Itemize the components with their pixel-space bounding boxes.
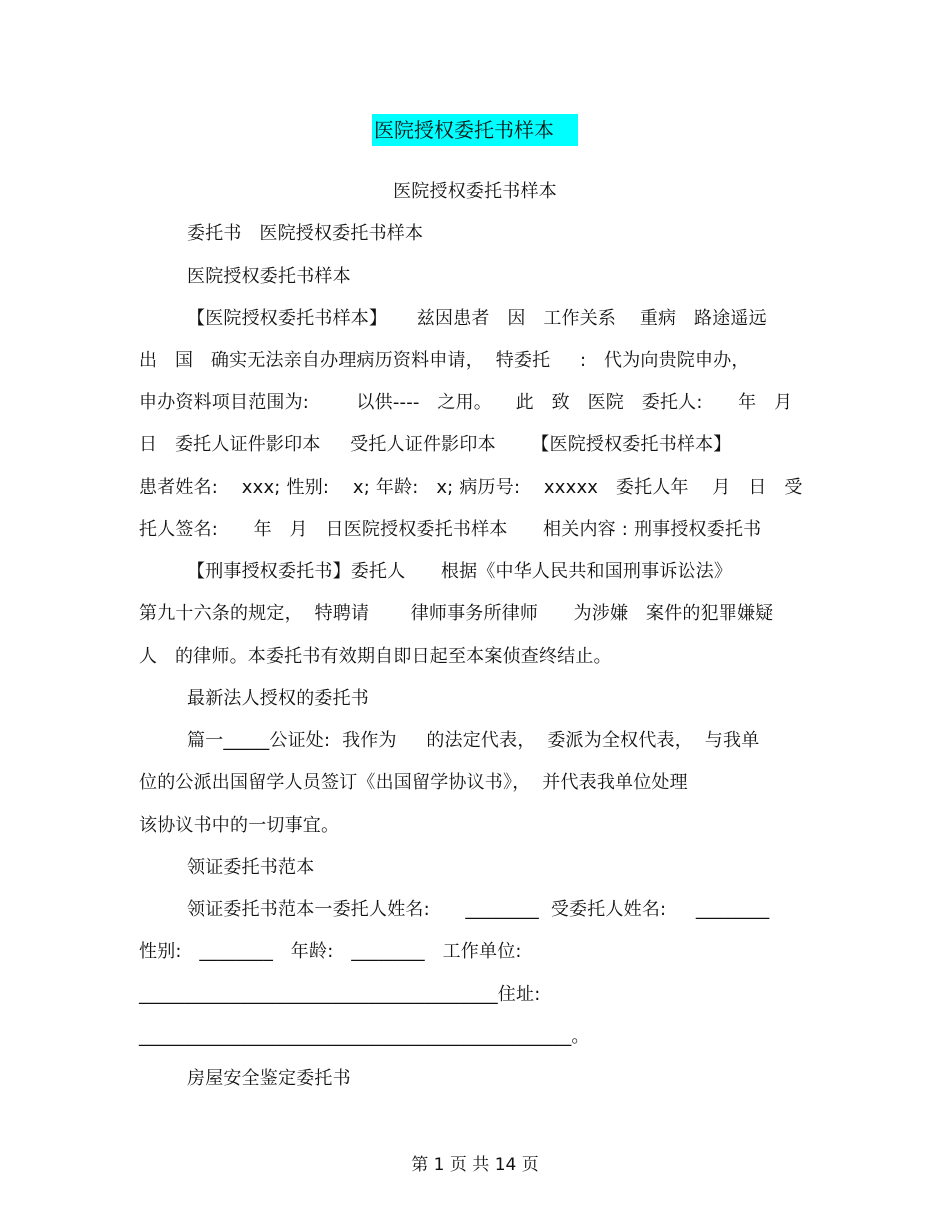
document-title: 医院授权委托书样本 (372, 114, 578, 146)
section-heading: 领证委托书范本 (187, 857, 315, 878)
text-line: 【刑事授权委托书】委托人 根据《中华人民共和国刑事诉讼法》 (187, 561, 733, 582)
section-heading: 最新法人授权的委托书 (187, 688, 369, 709)
text-line: 患者姓名: xxx; 性别: x; 年龄: x; 病历号: xxxxx 委托人年 月 日 受 (139, 477, 803, 498)
text-line: 位的公派出国留学人员签订《出国留学协议书》， 并代表我单位处理 (139, 772, 688, 793)
text-line: 申办资料项目范围为: 以供---- 之用。 此 致 医院 委托人: 年 月 (139, 392, 793, 413)
text-line: 日 委托人证件影印本 受托人证件影印本 【医院授权委托书样本】 (139, 434, 732, 455)
text-line: 人 的律师。本委托书有效期自即日起至本案侦查终结止。 (139, 646, 612, 667)
section-heading: 房屋安全鉴定委托书 (187, 1068, 351, 1089)
text-line: 【医院授权委托书样本】 兹因患者 因 工作关系 重病 路途遥远 (187, 308, 767, 329)
page-footer: 第 1 页 共 14 页 (411, 1155, 539, 1175)
text-line: 第九十六条的规定， 特聘请 律师事务所律师 为涉嫌 案件的犯罪嫌疑 (139, 603, 774, 624)
text-line: 篇一_____公证处: 我作为 的法定代表， 委派为全权代表， 与我单 (187, 730, 760, 751)
text-line: _______________________________________________。 (139, 1026, 590, 1047)
text-line: _______________________________________住址: (139, 984, 541, 1005)
text-line: 托人签名: 年 月 日医院授权委托书样本 相关内容 : 刑事授权委托书 (139, 519, 762, 540)
text-line: 医院授权委托书样本 (187, 266, 351, 287)
text-line: 该协议书中的一切事宜。 (139, 815, 340, 836)
title-row (0, 114, 950, 146)
text-line: 出 国 确实无法亲自办理病历资料申请， 特委托 : 代为向贵院申办， (139, 350, 750, 371)
text-line: 委托书 医院授权委托书样本 (187, 223, 424, 244)
text-line: 领证委托书范本一委托人姓名: ________ 受委托人姓名: ________ (187, 899, 770, 920)
text-line: 性别: ________ 年龄: ________ 工作单位: (139, 941, 522, 962)
subtitle-line: 医院授权委托书样本 (393, 181, 557, 202)
